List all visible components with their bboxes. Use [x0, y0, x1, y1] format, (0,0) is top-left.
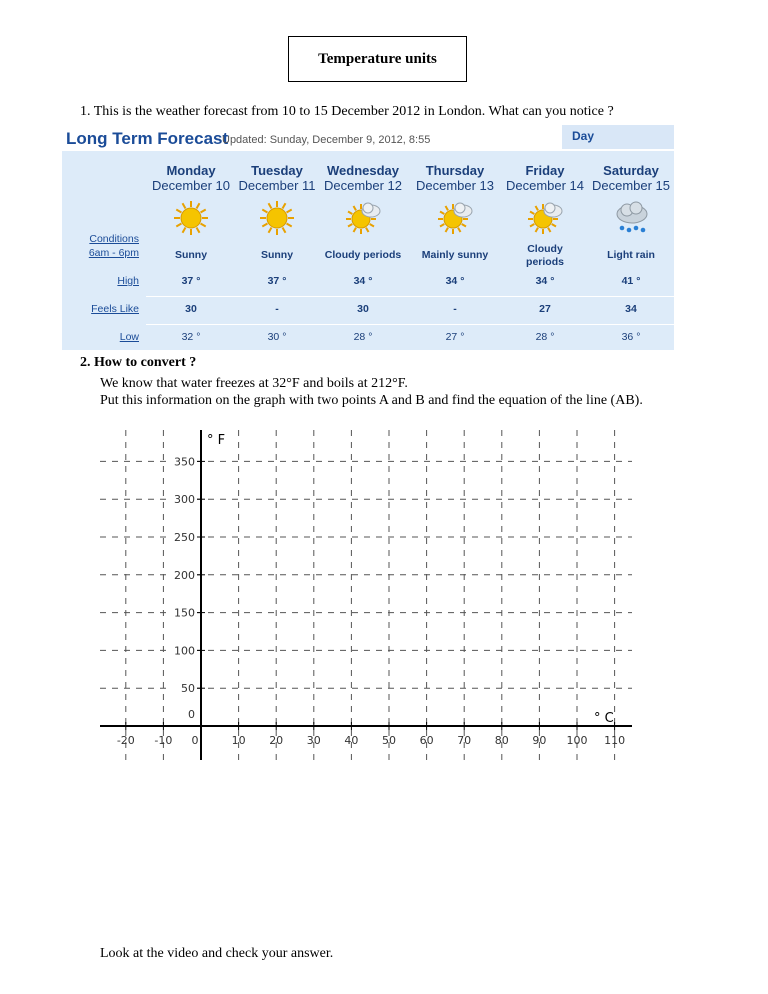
- y-tick-label: 200: [174, 568, 195, 582]
- forecast-date: December 15: [591, 178, 671, 193]
- row-label-feels-like[interactable]: Feels Like: [91, 303, 139, 315]
- forecast-day-name: Monday: [166, 163, 216, 178]
- x-tick-label: 70: [457, 734, 472, 747]
- forecast-day-name: Saturday: [603, 163, 659, 178]
- forecast-date: December 14: [505, 178, 585, 193]
- forecast-day-friday: [502, 151, 588, 350]
- x-tick-label: 90: [532, 734, 547, 747]
- forecast-high: 34 °: [353, 275, 373, 287]
- x-tick-label: 80: [494, 734, 509, 747]
- sun-icon: [258, 199, 296, 237]
- forecast-date: December 12: [323, 178, 403, 193]
- forecast-date: December 10: [151, 178, 231, 193]
- forecast-low: 28 °: [353, 331, 373, 343]
- row-label-low[interactable]: Low: [119, 331, 139, 343]
- forecast-high: 34 °: [535, 275, 555, 287]
- forecast-day-saturday: [588, 151, 674, 350]
- x-tick-label: 100: [566, 734, 588, 747]
- forecast-day-name: Tuesday: [251, 163, 303, 178]
- sun-cloud-icon: [344, 199, 382, 237]
- forecast-feels-like: -: [275, 303, 279, 315]
- x-tick-label: 0: [191, 734, 199, 747]
- rain-cloud-icon: [612, 199, 650, 237]
- x-tick-label: 20: [269, 734, 284, 747]
- forecast-date: December 11: [238, 178, 316, 193]
- forecast-condition: Cloudy periods: [526, 243, 564, 268]
- x-tick-label: 40: [344, 734, 359, 747]
- forecast-day-name: Friday: [525, 163, 565, 178]
- x-tick-label: -20: [116, 734, 135, 747]
- forecast-feels-like: 34: [625, 303, 637, 315]
- forecast-high: 34 °: [445, 275, 465, 287]
- forecast-low: 28 °: [535, 331, 555, 343]
- forecast-condition: Light rain: [607, 249, 655, 261]
- forecast-day-monday: [148, 151, 234, 350]
- footer-text: Look at the video and check your answer.: [100, 946, 334, 961]
- forecast-condition: Cloudy periods: [324, 249, 402, 261]
- x-tick-label: -10: [154, 734, 173, 747]
- page-title-box: [288, 36, 467, 82]
- graph-svg[interactable]: [80, 420, 640, 765]
- forecast-title: Long Term Forecast: [66, 129, 229, 148]
- forecast-high: 37 °: [267, 275, 287, 287]
- forecast-day-wednesday: [320, 151, 406, 350]
- forecast-body: [62, 151, 674, 350]
- page-title: Temperature units: [318, 50, 437, 67]
- tab-day[interactable]: Day: [562, 125, 674, 149]
- x-axis-unit: ° C: [594, 711, 614, 726]
- x-tick-label: 10: [231, 734, 246, 747]
- x-tick-label: 110: [604, 734, 626, 747]
- forecast-condition: Sunny: [174, 249, 208, 261]
- forecast-header: [62, 125, 674, 151]
- forecast-low: 30 °: [267, 331, 287, 343]
- y-tick-label: 250: [174, 531, 195, 544]
- row-label-high[interactable]: High: [117, 275, 139, 287]
- forecast-feels-like: 30: [185, 303, 197, 315]
- y-tick-label: 100: [174, 644, 195, 658]
- row-label-conditions-time[interactable]: 6am - 6pm: [88, 247, 139, 259]
- y-tick-label: 150: [174, 606, 195, 620]
- forecast-feels-like: 30: [357, 303, 369, 315]
- y-tick-label: 0: [188, 708, 195, 721]
- sun-cloud-icon: [436, 199, 474, 237]
- y-axis-unit: ° F: [207, 433, 226, 448]
- forecast-feels-like: -: [453, 303, 457, 315]
- forecast-date: December 13: [415, 178, 495, 193]
- forecast-low: 36 °: [621, 331, 641, 343]
- question-1: 1. This is the weather forecast from 10 to 15 December 2012 in London. What can you notice ?: [80, 104, 614, 119]
- conversion-graph[interactable]: [80, 420, 640, 765]
- forecast-low: 32 °: [181, 331, 201, 343]
- instruction-line-2: Put this information on the graph with two points A and B and find the equation of the line (AB).: [100, 393, 643, 408]
- forecast-day-name: Wednesday: [326, 163, 399, 178]
- x-tick-label: 60: [419, 734, 434, 747]
- y-tick-label: 350: [174, 455, 195, 469]
- forecast-high: 37 °: [181, 275, 201, 287]
- forecast-widget: [62, 125, 674, 350]
- instruction-line-1: We know that water freezes at 32°F and boils at 212°F.: [100, 376, 408, 391]
- forecast-day-tuesday: [234, 151, 320, 350]
- forecast-low: 27 °: [445, 331, 465, 343]
- sun-cloud-icon: [526, 199, 564, 237]
- forecast-updated: Updated: Sunday, December 9, 2012, 8:55: [222, 134, 431, 146]
- sun-icon: [172, 199, 210, 237]
- question-2: 2. How to convert ?: [80, 355, 197, 370]
- forecast-feels-like: 27: [539, 303, 551, 315]
- y-tick-label: 50: [181, 682, 195, 696]
- forecast-condition: Sunny: [260, 249, 294, 261]
- forecast-day-thursday: [412, 151, 498, 350]
- forecast-high: 41 °: [621, 275, 641, 287]
- y-tick-label: 300: [174, 493, 195, 507]
- x-tick-label: 30: [306, 734, 321, 747]
- x-tick-label: 50: [382, 734, 396, 747]
- forecast-day-name: Thursday: [425, 163, 485, 178]
- row-label-conditions[interactable]: Conditions: [89, 233, 139, 245]
- forecast-condition: Mainly sunny: [421, 249, 489, 261]
